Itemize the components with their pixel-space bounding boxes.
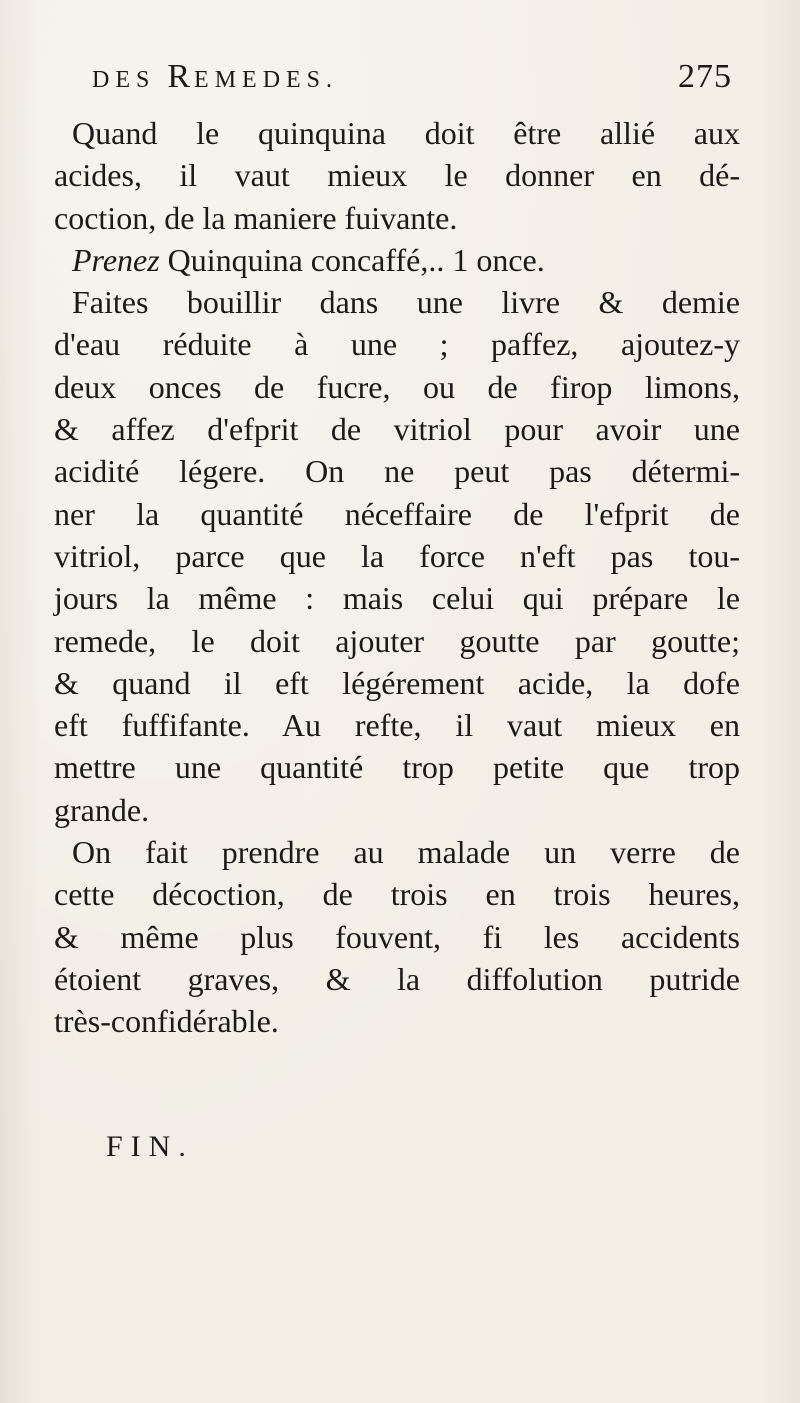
running-title-rest: EMEDES. <box>194 67 339 93</box>
text-line: cette décoction, de trois en trois heures, <box>54 876 740 913</box>
text-line: eft fuffifante. Au refte, il vaut mieux en <box>54 707 740 744</box>
recipe-label: Prenez <box>72 241 160 278</box>
text-line: jours la même : mais celui qui prépare le <box>54 580 740 617</box>
recipe-line <box>54 239 740 281</box>
text-line: On fait prendre au malade un verre de <box>72 834 740 871</box>
text-line: & même plus fouvent, fi les accidents <box>54 918 740 955</box>
fin-label: FIN. <box>106 1130 194 1163</box>
text-line: deux onces de fucre, ou de firop limons, <box>54 368 740 405</box>
text-line: mettre une quantité trop petite que trop <box>54 749 740 786</box>
recipe-text: Quinquina concaffé,.. 1 once. <box>167 241 545 278</box>
text-line: coction, de la maniere fuivante. <box>54 199 458 236</box>
running-title-initial: R <box>167 58 195 95</box>
body-text <box>54 112 740 1043</box>
text-line: ner la quantité néceffaire de l'efprit de <box>54 495 740 532</box>
text-line: vitriol, parce que la force n'eft pas tou- <box>54 537 740 574</box>
text-line: très-confidérable. <box>54 1003 279 1040</box>
text-line: remede, le doit ajouter goutte par goutte; <box>54 622 740 659</box>
text-line: Quand le quinquina doit être allié aux <box>72 115 740 151</box>
running-header <box>92 58 732 108</box>
text-line: étoient graves, & la diffolution putride <box>54 960 740 997</box>
text-line: d'eau réduite à une ; paffez, ajoutez-y <box>54 326 740 363</box>
running-title: DES REMEDES. <box>92 58 339 95</box>
text-line: Faites bouillir dans une livre & demie <box>72 284 740 321</box>
page-number: 275 <box>678 58 732 95</box>
text-line: acidité légere. On ne peut pas détermi- <box>54 453 740 490</box>
text-line: grande. <box>54 791 150 828</box>
text-line: & affez d'efprit de vitriol pour avoir une <box>54 411 740 448</box>
text-line: acides, il vaut mieux le donner en dé- <box>54 157 740 194</box>
text-line: & quand il eft légérement acide, la dofe <box>54 664 740 701</box>
